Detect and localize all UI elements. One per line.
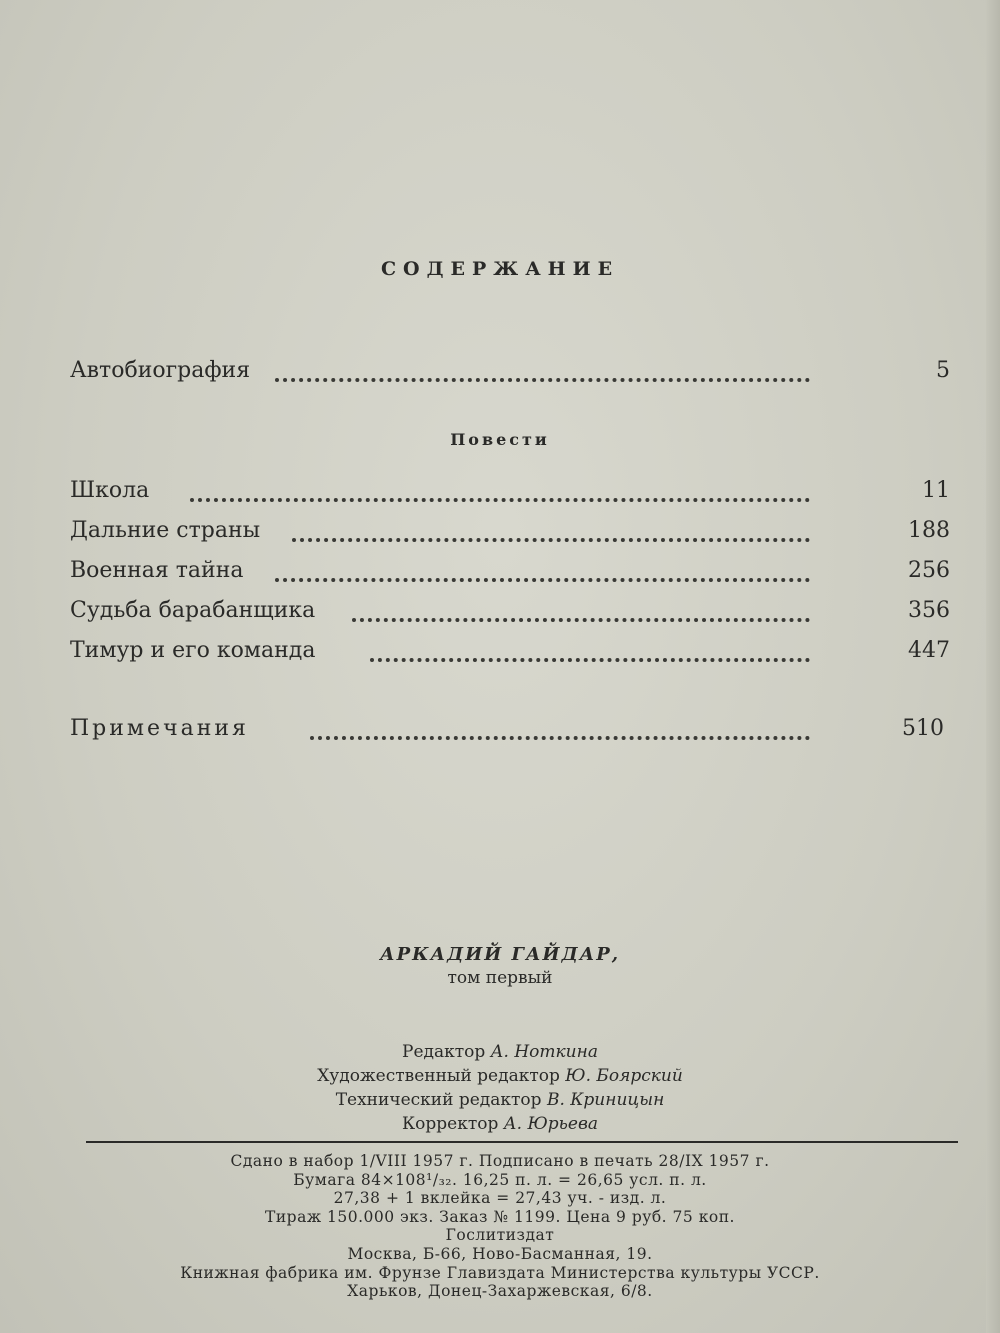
leader-dots [310, 722, 810, 740]
credit-name: А. Ноткина [490, 1042, 598, 1062]
toc-entry-story[interactable] [70, 598, 950, 628]
imprint-line: Книжная фабрика им. Фрунзе Главиздата Министерства культуры УССР. [180, 1263, 820, 1282]
leader-dots [292, 524, 810, 542]
toc-entry-title: Дальние страны [70, 518, 261, 543]
leader-dots [370, 644, 810, 662]
toc-entry-title: Судьба барабанщика [70, 598, 316, 623]
toc-entry-title: Автобиография [70, 358, 251, 383]
toc-entry-title: Тимур и его команда [70, 638, 316, 663]
toc-entry-page: 5 [936, 358, 950, 383]
imprint-line: Харьков, Донец-Захаржевская, 6/8. [347, 1282, 653, 1301]
toc-entry-story[interactable] [70, 478, 950, 508]
credit-name: А. Юрьева [503, 1114, 598, 1134]
imprint-details [0, 1152, 1000, 1301]
toc-entry-notes[interactable] [70, 716, 950, 746]
imprint-line: Москва, Б-66, Ново-Басманная, 19. [347, 1244, 653, 1263]
imprint-author: АРКАДИЙ ГАЙДАР, [379, 944, 621, 965]
credit-role: Художественный редактор [317, 1066, 560, 1086]
imprint-line: 27,38 + 1 вклейка = 27,43 уч. - изд. л. [333, 1189, 667, 1208]
credit-name: Ю. Боярский [565, 1066, 683, 1086]
credit-role: Технический редактор [335, 1090, 542, 1110]
toc-entry-story[interactable] [70, 518, 950, 548]
toc-entry-story[interactable] [70, 558, 950, 588]
credit-line [0, 1040, 1000, 1064]
toc-entry-title: Военная тайна [70, 558, 244, 583]
imprint-line: Гослитиздат [445, 1226, 555, 1245]
divider-rule [86, 1141, 958, 1143]
section-label-stories: Повести [450, 430, 550, 449]
toc-entry-page: 510 [902, 716, 944, 741]
credits-block [0, 1040, 1000, 1136]
toc-entry-page: 447 [908, 638, 950, 663]
credit-role: Корректор [402, 1114, 499, 1134]
toc-entry-autobiography[interactable] [70, 358, 950, 388]
leader-dots [275, 564, 810, 582]
toc-entry-title: Школа [70, 478, 150, 503]
leader-dots [352, 604, 810, 622]
leader-dots [275, 364, 810, 382]
credit-line [0, 1088, 1000, 1112]
toc-entry-story[interactable] [70, 638, 950, 668]
credit-line [0, 1112, 1000, 1136]
credit-role: Редактор [402, 1042, 486, 1062]
credit-line [0, 1064, 1000, 1088]
toc-entry-page: 188 [908, 518, 950, 543]
leader-dots [190, 484, 810, 502]
imprint-line: Сдано в набор 1/VIII 1957 г. Подписано в печать 28/IX 1957 г. [230, 1152, 770, 1170]
imprint-line: Тираж 150.000 экз. Заказ № 1199. Цена 9 руб. 75 коп. [265, 1207, 735, 1226]
toc-entry-page: 256 [908, 558, 950, 583]
imprint-line: Бумага 84×108¹/₃₂. 16,25 п. л. = 26,65 усл. п. л. [293, 1170, 707, 1189]
contents-heading: СОДЕРЖАНИЕ [380, 258, 620, 280]
toc-entry-page: 356 [908, 598, 950, 623]
credit-name: В. Криницын [546, 1090, 665, 1110]
imprint-volume: том первый [447, 968, 553, 988]
toc-entry-title: Примечания [70, 716, 249, 741]
toc-entry-page: 11 [922, 478, 950, 503]
